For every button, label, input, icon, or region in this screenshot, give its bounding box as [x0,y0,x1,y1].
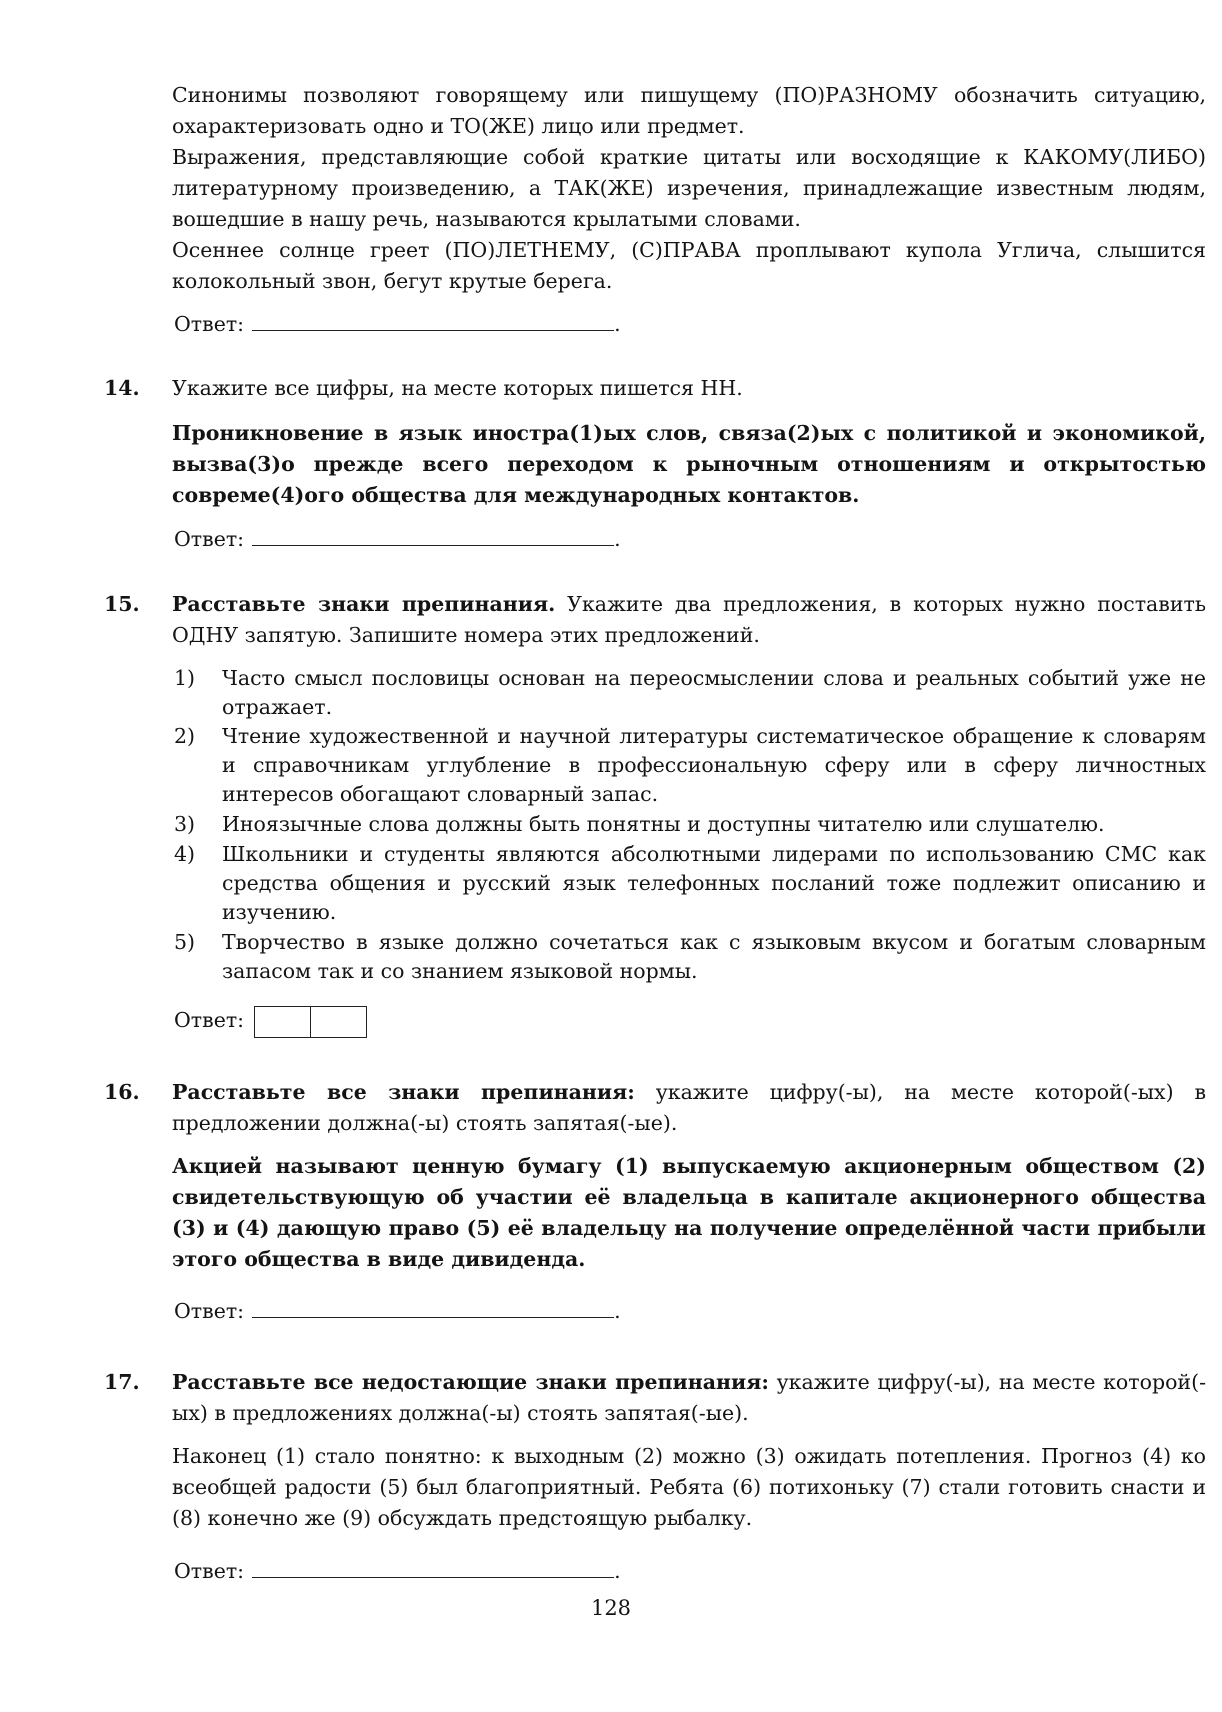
q15-prompt [172,589,1206,651]
answer-end: . [614,1299,621,1323]
q17-prompt-bold: Расставьте все недостающие знаки препинания: [172,1370,769,1394]
item-text: Чтение художественной и научной литературы систематическое обращение к словарям и справочникам углубление в профессиональную сферу или в сферу личностных интересов обогащают словарный запас. [222,724,1206,806]
q17-text: Наконец (1) стало понятно: к выходным (2) можно (3) ожидать потепления. Прогноз (4) ко всеобщей радости (5) был благоприятный. Ребята (6) потихоньку (7) стали готовить снасти и (8) конечно же (9) обсуждать предстоящую рыбалку. [172,1444,1206,1530]
item-number: 5) [174,930,196,954]
answer-label: Ответ: [174,1299,245,1323]
item-text: Школьники и студенты являются абсолютными лидерами по использованию СМС как средства общения и русский язык телефонных посланий тоже подлежит описанию и изучению. [222,842,1206,924]
q15-item [174,722,1206,809]
q13-answer [174,308,621,339]
q15-item [174,840,1206,927]
q16-prompt [172,1077,1206,1139]
answer-label: Ответ: [174,312,245,336]
q16-text: Акцией называют ценную бумагу (1) выпускаемую акционерным обществом (2) свидетельствующую об участии её владельца в капитале акционерного общества (3) и (4) дающую право (5) её владельцу на получение определённой части прибыли этого общества в виде дивиденда. [172,1154,1206,1271]
q16-answer [174,1295,621,1326]
q15-item [174,810,1206,839]
q15-number: 15. [104,592,140,616]
q14-answer-field[interactable] [252,523,614,546]
item-number: 4) [174,842,196,866]
q13-sentence-1: Синонимы позволяют говорящему или пишущему (ПО)РАЗНОМУ обозначить ситуацию, охарактеризовать одно и ТО(ЖЕ) лицо или предмет. [172,83,1206,138]
item-number: 1) [174,666,196,690]
q16-prompt-rest: укажите цифру(-ы), на месте которой(-ых) в предложении должна(-ы) стоять запятая(-ые). [172,1080,1206,1135]
item-number: 2) [174,724,196,748]
q14-text: Проникновение в язык иностра(1)ых слов, связа(2)ых с политикой и экономикой, вызва(3)о прежде всего переходом к рыночным отношениям и открытостью совреме(4)ого общества для международных контактов. [172,421,1206,507]
q17-answer-field[interactable] [252,1555,614,1578]
q13-sentence-3: Осеннее солнце греет (ПО)ЛЕТНЕМУ, (С)ПРАВА проплывают купола Углича, слышится колокольный звон, бегут крутые берега. [172,238,1206,293]
q17-prompt [172,1367,1206,1429]
answer-label: Ответ: [174,1559,245,1583]
q15-prompt-rest: Укажите два предложения, в которых нужно поставить ОДНУ запятую. Запишите номера этих предложений. [172,592,1206,647]
q15-prompt-bold: Расставьте знаки препинания. [172,592,556,616]
item-text: Иноязычные слова должны быть понятны и доступны читателю или слушателю. [222,812,1105,836]
answer-end: . [614,312,621,336]
q16-number: 16. [104,1080,140,1104]
answer-box[interactable] [255,1007,310,1037]
q15-item [174,928,1206,986]
item-text: Часто смысл пословицы основан на переосмыслении слова и реальных событий уже не отражает. [222,666,1206,719]
answer-box[interactable] [310,1007,366,1037]
answer-end: . [614,527,621,551]
q15-answer [174,1005,367,1038]
page-number: 128 [590,1596,632,1620]
q16-answer-field[interactable] [252,1295,614,1318]
answer-label: Ответ: [174,1008,245,1032]
answer-end: . [614,1559,621,1583]
item-number: 3) [174,812,196,836]
answer-label: Ответ: [174,527,245,551]
q16-prompt-bold: Расставьте все знаки препинания: [172,1080,635,1104]
q14-prompt: Укажите все цифры, на месте которых пишется НН. [172,376,743,400]
q17-number: 17. [104,1370,140,1394]
q14-answer [174,523,621,554]
q15-item [174,664,1206,722]
q13-answer-field[interactable] [252,308,614,331]
q17-prompt-rest: укажите цифру(-ы), на месте которой(-ых) в предложениях должна(-ы) стоять запятая(-ые). [172,1370,1207,1425]
q17-answer [174,1555,621,1586]
q13-sentence-2: Выражения, представляющие собой краткие цитаты или восходящие к КАКОМУ(ЛИБО) литературному произведению, а ТАК(ЖЕ) изречения, принадлежащие известным людям, вошедшие в нашу речь, называются крылатыми словами. [172,145,1206,231]
q14-number: 14. [104,376,140,400]
q15-answer-boxes [254,1006,367,1038]
item-text: Творчество в языке должно сочетаться как с языковым вкусом и богатым словарным запасом так и со знанием языковой нормы. [222,930,1206,983]
